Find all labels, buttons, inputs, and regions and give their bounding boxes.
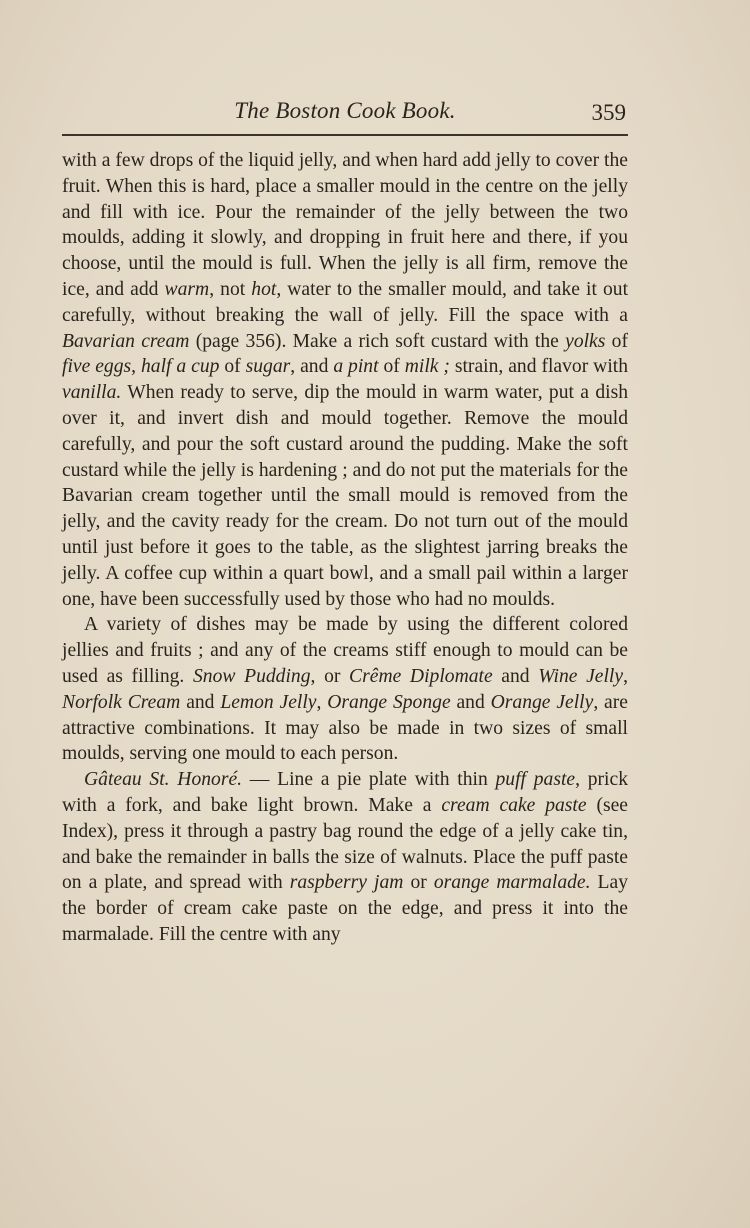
- page-number: 359: [591, 100, 626, 125]
- text-run: — Line a pie plate with thin: [242, 769, 496, 791]
- paragraph: [62, 612, 628, 767]
- italic-text: sugar: [245, 356, 291, 378]
- text-run: and: [180, 691, 221, 713]
- text-run: Lay the border of cream cake paste on the edge, and press it into the marmalade. Fill the centre with any: [62, 872, 629, 945]
- italic-text: Orange Sponge: [327, 691, 451, 713]
- header-rule: [62, 134, 628, 136]
- text-run: (page 356). Make a rich soft custard with the: [189, 330, 566, 352]
- text-run: , not: [209, 278, 252, 300]
- text-run: , water to the smaller mould, and take it out carefully, without breaking the wall of jelly. Fill the space with a: [62, 278, 629, 326]
- text-run: ,: [131, 356, 141, 378]
- italic-text: puff paste: [495, 769, 576, 791]
- italic-text: orange marmalade.: [433, 872, 591, 894]
- italic-text: raspberry jam: [289, 872, 404, 894]
- paragraph: [62, 148, 628, 612]
- text-run: or: [403, 872, 434, 894]
- italic-text: a pint: [333, 356, 379, 378]
- text-run: of: [219, 356, 246, 378]
- text-run: of: [605, 330, 628, 352]
- text-run: and: [450, 691, 491, 713]
- italic-text: milk ;: [404, 356, 450, 378]
- italic-text: vanilla.: [62, 382, 122, 404]
- italic-text: Wine Jelly: [538, 665, 624, 687]
- italic-text: cream cake paste: [441, 794, 587, 816]
- italic-text: half a cup: [140, 356, 220, 378]
- text-run: A variety of dishes may be made by using the different colored jellies and fruits ; and any of the creams stiff enough to mould can be used as filling.: [62, 614, 628, 687]
- running-title: The Boston Cook Book.: [234, 98, 456, 123]
- text-run: with a few drops of the liquid jelly, and when hard add jelly to cover the fruit. When this is hard, place a smaller mould in the centre on the jelly and fill with ice. Pour the remainder of the jelly between the two moulds, adding it slowly, and dropping in fruit here and there, if you choose, until the mould is full. When the jelly is all firm, remove the ice, and add: [62, 150, 628, 300]
- paragraph: [62, 767, 628, 948]
- body-text: [62, 148, 628, 948]
- text-run: of: [378, 356, 405, 378]
- text-run: strain, and flavor with: [449, 356, 628, 378]
- italic-text: Crême Diplomate: [349, 665, 493, 687]
- text-run: , and: [290, 356, 334, 378]
- italic-text: five eggs: [62, 356, 132, 378]
- text-run: , are attractive combinations. It may also be made in two sizes of small moulds, serving one mould to each person.: [62, 691, 628, 765]
- text-run: ,: [623, 665, 628, 687]
- italic-text: yolks: [565, 330, 606, 352]
- text-run: , or: [310, 665, 350, 687]
- italic-text: Lemon Jelly: [220, 691, 317, 713]
- italic-text: Gâteau St. Honoré.: [84, 769, 243, 791]
- italic-text: Norfolk Cream: [62, 691, 181, 713]
- page-header: [62, 92, 628, 134]
- text-run: When ready to serve, dip the mould in warm water, put a dish over it, and invert dish and mould together. Remove the mould carefully, and pour the soft custard around the pudding. Make the soft custard while the jelly is hardening ; and do not put the materials for the Bavarian cream together until the small mould is removed from the jelly, and the cavity ready for the cream. Do not turn out of the mould until just before it goes to the table, as the slightest jarring breaks the jelly. A coffee cup within a quart bowl, and a small pail within a larger one, have been successfully used by those who had no moulds.: [62, 382, 628, 610]
- italic-text: warm: [164, 278, 210, 300]
- text-run: , prick with a fork, and bake light brown. Make a: [62, 769, 628, 816]
- text-run: ,: [316, 691, 328, 713]
- text-run: (see Index), press it through a pastry bag round the edge of a jelly cake tin, and bake the remainder in balls the size of walnuts. Place the puff paste on a plate, and spread with: [62, 794, 628, 894]
- italic-text: hot: [251, 278, 277, 300]
- italic-text: Bavarian cream: [62, 330, 190, 352]
- italic-text: Snow Pudding: [193, 665, 311, 687]
- italic-text: Orange Jelly: [490, 691, 594, 713]
- text-run: and: [492, 665, 539, 687]
